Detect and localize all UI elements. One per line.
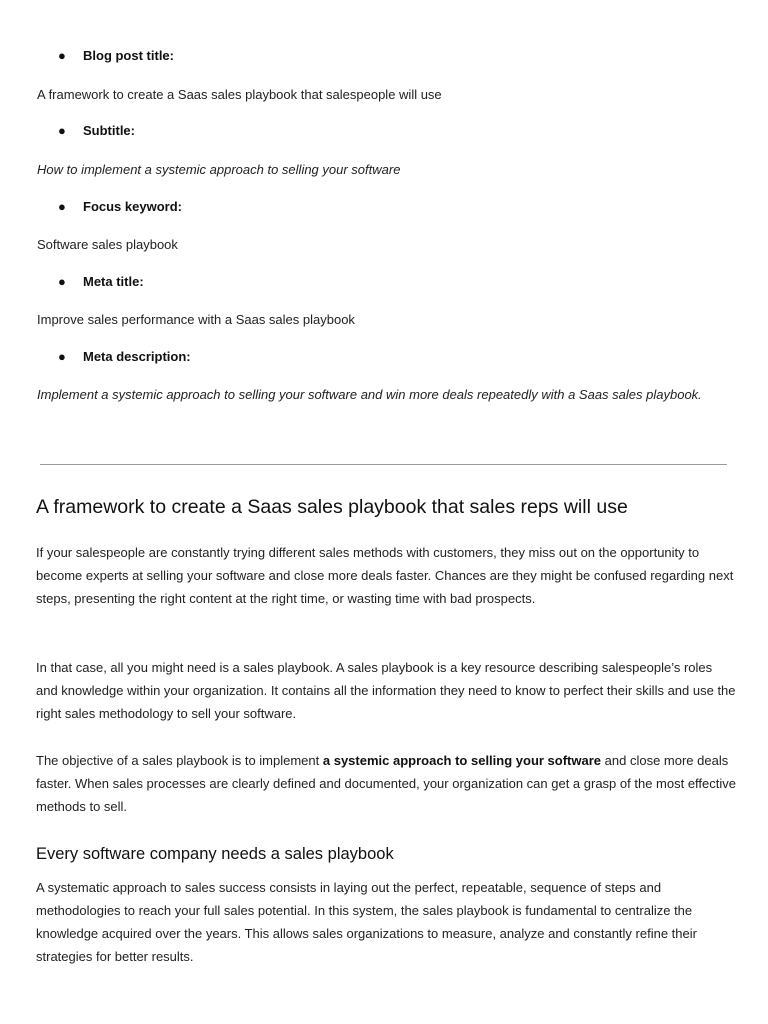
bullet-label: Subtitle:: [83, 123, 135, 138]
bullet-meta-description: [58, 349, 191, 365]
blog-post-title-value: A framework to create a Saas sales playbook that salespeople will use: [37, 87, 442, 102]
bullet-icon: ●: [58, 48, 66, 63]
meta-description-value: Implement a systemic approach to selling your software and win more deals repeatedly with a Saas sales playbook.: [37, 387, 702, 402]
meta-title-value: Improve sales performance with a Saas sales playbook: [37, 312, 355, 327]
bullet-label: Focus keyword:: [83, 199, 182, 214]
bullet-subtitle: [58, 123, 135, 139]
paragraph-objective-bold: a systemic approach to selling your software: [322, 753, 602, 768]
bullet-icon: ●: [58, 274, 66, 289]
bullet-blog-post-title: [58, 48, 174, 64]
bullet-icon: ●: [58, 199, 66, 214]
section-heading: Every software company needs a sales playbook: [36, 845, 394, 863]
horizontal-divider: [40, 464, 727, 465]
paragraph-playbook-definition: In that case, all you might need is a sales playbook. A sales playbook is a key resource describing salespeople’s roles and knowledge within your organization. It contains all the information they need to know to perfect their skills and use the right sales methodology to sell your software.: [36, 660, 736, 721]
bullet-label: Meta title:: [83, 274, 144, 289]
bullet-focus-keyword: [58, 199, 182, 215]
focus-keyword-value: Software sales playbook: [37, 237, 178, 252]
paragraph-objective-text-start: The objective of a sales playbook is to implement: [36, 753, 323, 768]
paragraph-systematic-approach: A systematic approach to sales success consists in laying out the perfect, repeatable, sequence of steps and methodologies to reach your full sales potential. In this system, the sales playbook is fundamental to centralize the knowledge acquired over the years. This allows sales organizations to measure, analyze and constantly refine their strategies for better results.: [36, 880, 697, 964]
bullet-icon: ●: [58, 123, 66, 138]
subtitle-value: How to implement a systemic approach to selling your software: [37, 162, 401, 177]
bullet-label: Blog post title:: [83, 48, 174, 63]
paragraph-intro: If your salespeople are constantly trying different sales methods with customers, they miss out on the opportunity to become experts at selling your software and close more deals faster. Chances are they might be confused regarding next steps, presenting the right content at the right time, or wasting time with bad prospects.: [36, 545, 734, 606]
paragraph-objective-text-end: and close more deals faster. When sales processes are clearly defined and documented, your organization can get a grasp of the most effective methods to sell.: [36, 753, 736, 814]
bullet-label: Meta description:: [83, 349, 191, 364]
bullet-meta-title: [58, 274, 144, 290]
article-title: A framework to create a Saas sales playbook that sales reps will use: [36, 496, 628, 518]
paragraph-objective: [36, 749, 736, 818]
bullet-icon: ●: [58, 349, 66, 364]
